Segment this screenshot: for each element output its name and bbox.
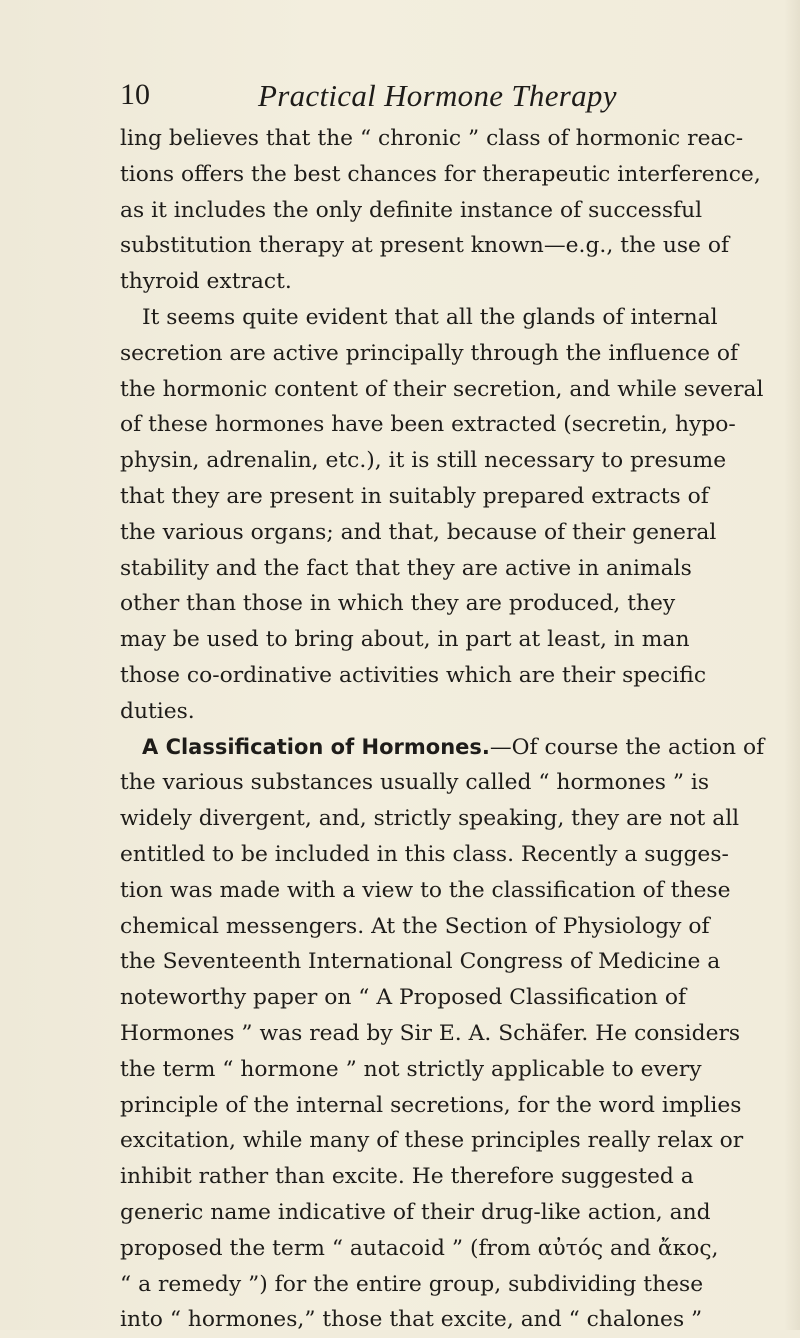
- text-line: entitled to be included in this class. Recently a sugges-: [120, 841, 729, 867]
- text-line: the hormonic content of their secretion, and while several: [120, 376, 764, 402]
- text-line: widely divergent, and, strictly speaking, they are not all: [120, 806, 740, 832]
- text-line: secretion are active principally through the influence of: [120, 340, 739, 366]
- text-line: inhibit rather than excite. He therefore suggested a: [120, 1164, 694, 1190]
- text-line: into “ hormones,” those that excite, and “ chalones ”: [120, 1307, 703, 1333]
- text-line: chemical messengers. At the Section of Physiology of: [120, 913, 710, 939]
- text-line: those co-ordinative activities which are their specific: [120, 662, 707, 688]
- section-heading: A Classification of Hormones.: [142, 734, 490, 759]
- page-number: 10: [120, 78, 150, 111]
- text-line: the term “ hormone ” not strictly applicable to every: [120, 1056, 702, 1082]
- section-heading-line: [120, 730, 770, 766]
- text-line: that they are present in suitably prepared extracts of: [120, 483, 709, 509]
- text-line: may be used to bring about, in part at least, in man: [120, 627, 690, 653]
- text-line: tions offers the best chances for therapeutic interference,: [120, 161, 761, 187]
- body-text: [120, 121, 770, 1338]
- text-line: as it includes the only definite instance of successful: [120, 197, 703, 223]
- page-edge-shadow: [784, 0, 800, 1330]
- text-line: principle of the internal secretions, for the word implies: [120, 1092, 742, 1118]
- text-line: ling believes that the “ chronic ” class of hormonic reac-: [120, 126, 744, 151]
- text-line: physin, adrenalin, etc.), it is still necessary to presume: [120, 448, 727, 474]
- text-line: It seems quite evident that all the glands of internal: [142, 304, 718, 330]
- text-line: noteworthy paper on “ A Proposed Classification of: [120, 985, 687, 1011]
- running-title: Practical Hormone Therapy: [258, 78, 617, 113]
- text-line: “ a remedy ”) for the entire group, subdividing these: [120, 1271, 704, 1297]
- text-line: stability and the fact that they are active in animals: [120, 555, 692, 581]
- text-line: generic name indicative of their drug-like action, and: [120, 1199, 711, 1225]
- text-line: of these hormones have been extracted (secretin, hypo-: [120, 412, 736, 438]
- text-line: substitution therapy at present known—e.g., the use of: [120, 233, 730, 259]
- text-line: the various organs; and that, because of their general: [120, 519, 717, 545]
- text-line: duties.: [120, 698, 195, 724]
- text-line: the various substances usually called “ hormones ” is: [120, 770, 710, 796]
- text-line: proposed the term “ autacoid ” (from αὐτός and ἄκος,: [120, 1235, 719, 1261]
- text-line: Hormones ” was read by Sir E. A. Schäfer. He considers: [120, 1020, 741, 1046]
- text-line: —Of course the action of: [489, 734, 765, 760]
- text-line: excitation, while many of these principles really relax or: [120, 1128, 744, 1154]
- text-line: tion was made with a view to the classification of these: [120, 877, 731, 903]
- text-line: thyroid extract.: [120, 269, 292, 295]
- text-line: the Seventeenth International Congress of Medicine a: [120, 949, 721, 975]
- page-header: [120, 78, 740, 122]
- text-line: other than those in which they are produced, they: [120, 591, 676, 617]
